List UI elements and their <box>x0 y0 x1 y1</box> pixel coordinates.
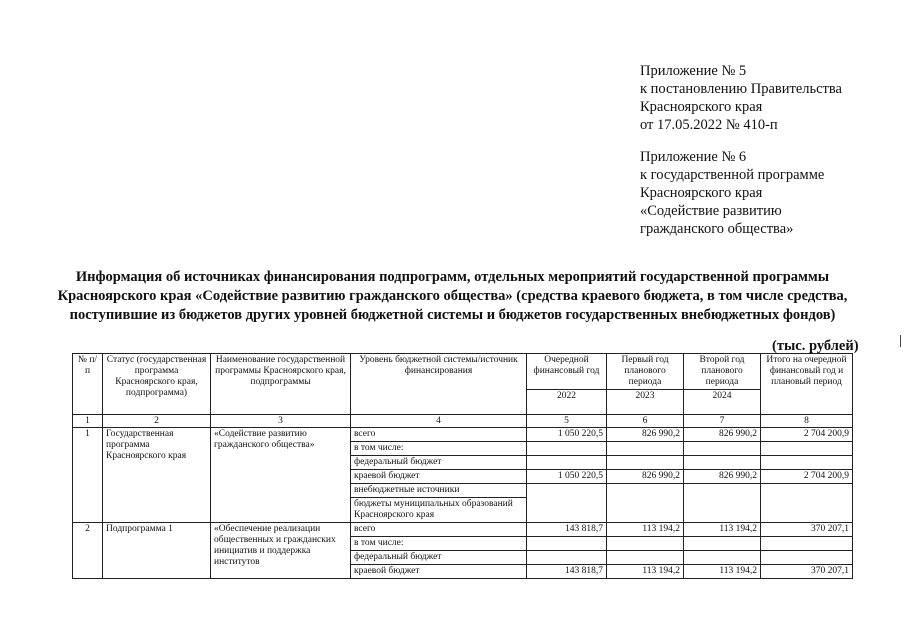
cell-year2 <box>607 442 684 456</box>
cell-year3 <box>684 456 761 470</box>
cell-year1 <box>527 537 607 551</box>
column-number: 8 <box>761 415 853 428</box>
cell-year1 <box>527 442 607 456</box>
row-level: внебюджетные источники <box>351 484 527 498</box>
column-number-row <box>73 415 853 428</box>
appendix-line: Приложение № 6 <box>640 149 747 165</box>
row-num: 2 <box>73 523 103 579</box>
row-level: бюджеты муниципальных образований Красноярского края <box>351 498 527 523</box>
cell-year1: 1 050 220,5 <box>527 470 607 484</box>
row-status: Государственная программа Красноярского края <box>103 428 211 523</box>
row-level: всего <box>351 523 527 537</box>
column-number: 7 <box>684 415 761 428</box>
cell-total <box>761 484 853 523</box>
cell-total: 2 704 200,9 <box>761 470 853 484</box>
cell-year3: 113 194,2 <box>684 565 761 579</box>
cell-year2 <box>607 551 684 565</box>
cell-year1: 1 050 220,5 <box>527 428 607 442</box>
cell-year3: 826 990,2 <box>684 428 761 442</box>
cell-year3 <box>684 442 761 456</box>
appendix-line: «Содействие развитию <box>640 203 782 219</box>
header-year3: Второй год планового периода <box>684 354 761 390</box>
cell-total: 370 207,1 <box>761 523 853 537</box>
row-level: федеральный бюджет <box>351 551 527 565</box>
appendix-block-1 <box>640 62 842 134</box>
cell-year2: 113 194,2 <box>607 523 684 537</box>
cell-total <box>761 456 853 470</box>
cell-year3 <box>684 484 761 523</box>
cell-year2: 826 990,2 <box>607 470 684 484</box>
cell-year2: 113 194,2 <box>607 565 684 579</box>
appendix-line: от 17.05.2022 № 410-п <box>640 117 778 133</box>
row-program-name: «Обеспечение реализации общественных и гражданских инициатив и поддержка институтов <box>211 523 351 579</box>
cell-year2 <box>607 484 684 523</box>
cell-year1 <box>527 456 607 470</box>
cell-total <box>761 537 853 551</box>
cell-year3 <box>684 537 761 551</box>
appendix-line: к государственной программе <box>640 167 825 183</box>
row-num: 1 <box>73 428 103 523</box>
header-year1: Очередной финансовый год <box>527 354 607 390</box>
title-line: Красноярского края «Содействие развитию гражданского общества» (средства краевого бюджета, в том числе средства, <box>57 288 848 304</box>
header-year2-value: 2023 <box>607 390 684 415</box>
cell-year2 <box>607 456 684 470</box>
document-title <box>40 268 865 325</box>
header-level: Уровень бюджетной системы/источник финансирования <box>351 354 527 415</box>
cell-total <box>761 551 853 565</box>
header-status: Статус (государственная программа Красноярского края, подпрограмма) <box>103 354 211 415</box>
row-level: федеральный бюджет <box>351 456 527 470</box>
appendix-block-2 <box>640 148 824 238</box>
appendix-line: Красноярского края <box>640 99 763 115</box>
cell-year1: 143 818,7 <box>527 565 607 579</box>
title-line: Информация об источниках финансирования подпрограмм, отдельных мероприятий государственной программы <box>75 269 830 285</box>
row-level: в том числе: <box>351 442 527 456</box>
appendix-line: гражданского общества» <box>640 221 794 237</box>
table-header-row <box>73 354 853 390</box>
title-line: поступившие из бюджетов других уровней бюджетной системы и бюджетов государственных внебюджетных фондов) <box>69 307 836 323</box>
cell-year2: 826 990,2 <box>607 428 684 442</box>
header-num: № п/п <box>73 354 103 415</box>
column-number: 4 <box>351 415 527 428</box>
cell-year1 <box>527 484 607 523</box>
column-number: 6 <box>607 415 684 428</box>
row-level: краевой бюджет <box>351 565 527 579</box>
header-year3-value: 2024 <box>684 390 761 415</box>
cell-year2 <box>607 537 684 551</box>
margin-mark <box>900 335 901 347</box>
cell-year3: 113 194,2 <box>684 523 761 537</box>
table-row <box>73 428 853 442</box>
cell-total: 370 207,1 <box>761 565 853 579</box>
row-level: в том числе: <box>351 537 527 551</box>
cell-year3: 826 990,2 <box>684 470 761 484</box>
cell-year1 <box>527 551 607 565</box>
cell-year1: 143 818,7 <box>527 523 607 537</box>
column-number: 1 <box>73 415 103 428</box>
column-number: 3 <box>211 415 351 428</box>
cell-year3 <box>684 551 761 565</box>
header-year1-value: 2022 <box>527 390 607 415</box>
row-level: всего <box>351 428 527 442</box>
column-number: 2 <box>103 415 211 428</box>
table-row <box>73 523 853 537</box>
cell-total: 2 704 200,9 <box>761 428 853 442</box>
header-total: Итого на очередной финансовый год и плановый период <box>761 354 853 415</box>
appendix-line: Красноярского края <box>640 185 763 201</box>
row-status: Подпрограмма 1 <box>103 523 211 579</box>
column-number: 5 <box>527 415 607 428</box>
row-level: краевой бюджет <box>351 470 527 484</box>
cell-total <box>761 442 853 456</box>
financing-table <box>72 353 853 579</box>
header-name: Наименование государственной программы Красноярского края, подпрограммы <box>211 354 351 415</box>
row-program-name: «Содействие развитию гражданского общества» <box>211 428 351 523</box>
units-label: (тыс. рублей) <box>772 338 859 354</box>
appendix-line: к постановлению Правительства <box>640 81 842 97</box>
appendix-line: Приложение № 5 <box>640 63 747 79</box>
header-year2: Первый год планового периода <box>607 354 684 390</box>
